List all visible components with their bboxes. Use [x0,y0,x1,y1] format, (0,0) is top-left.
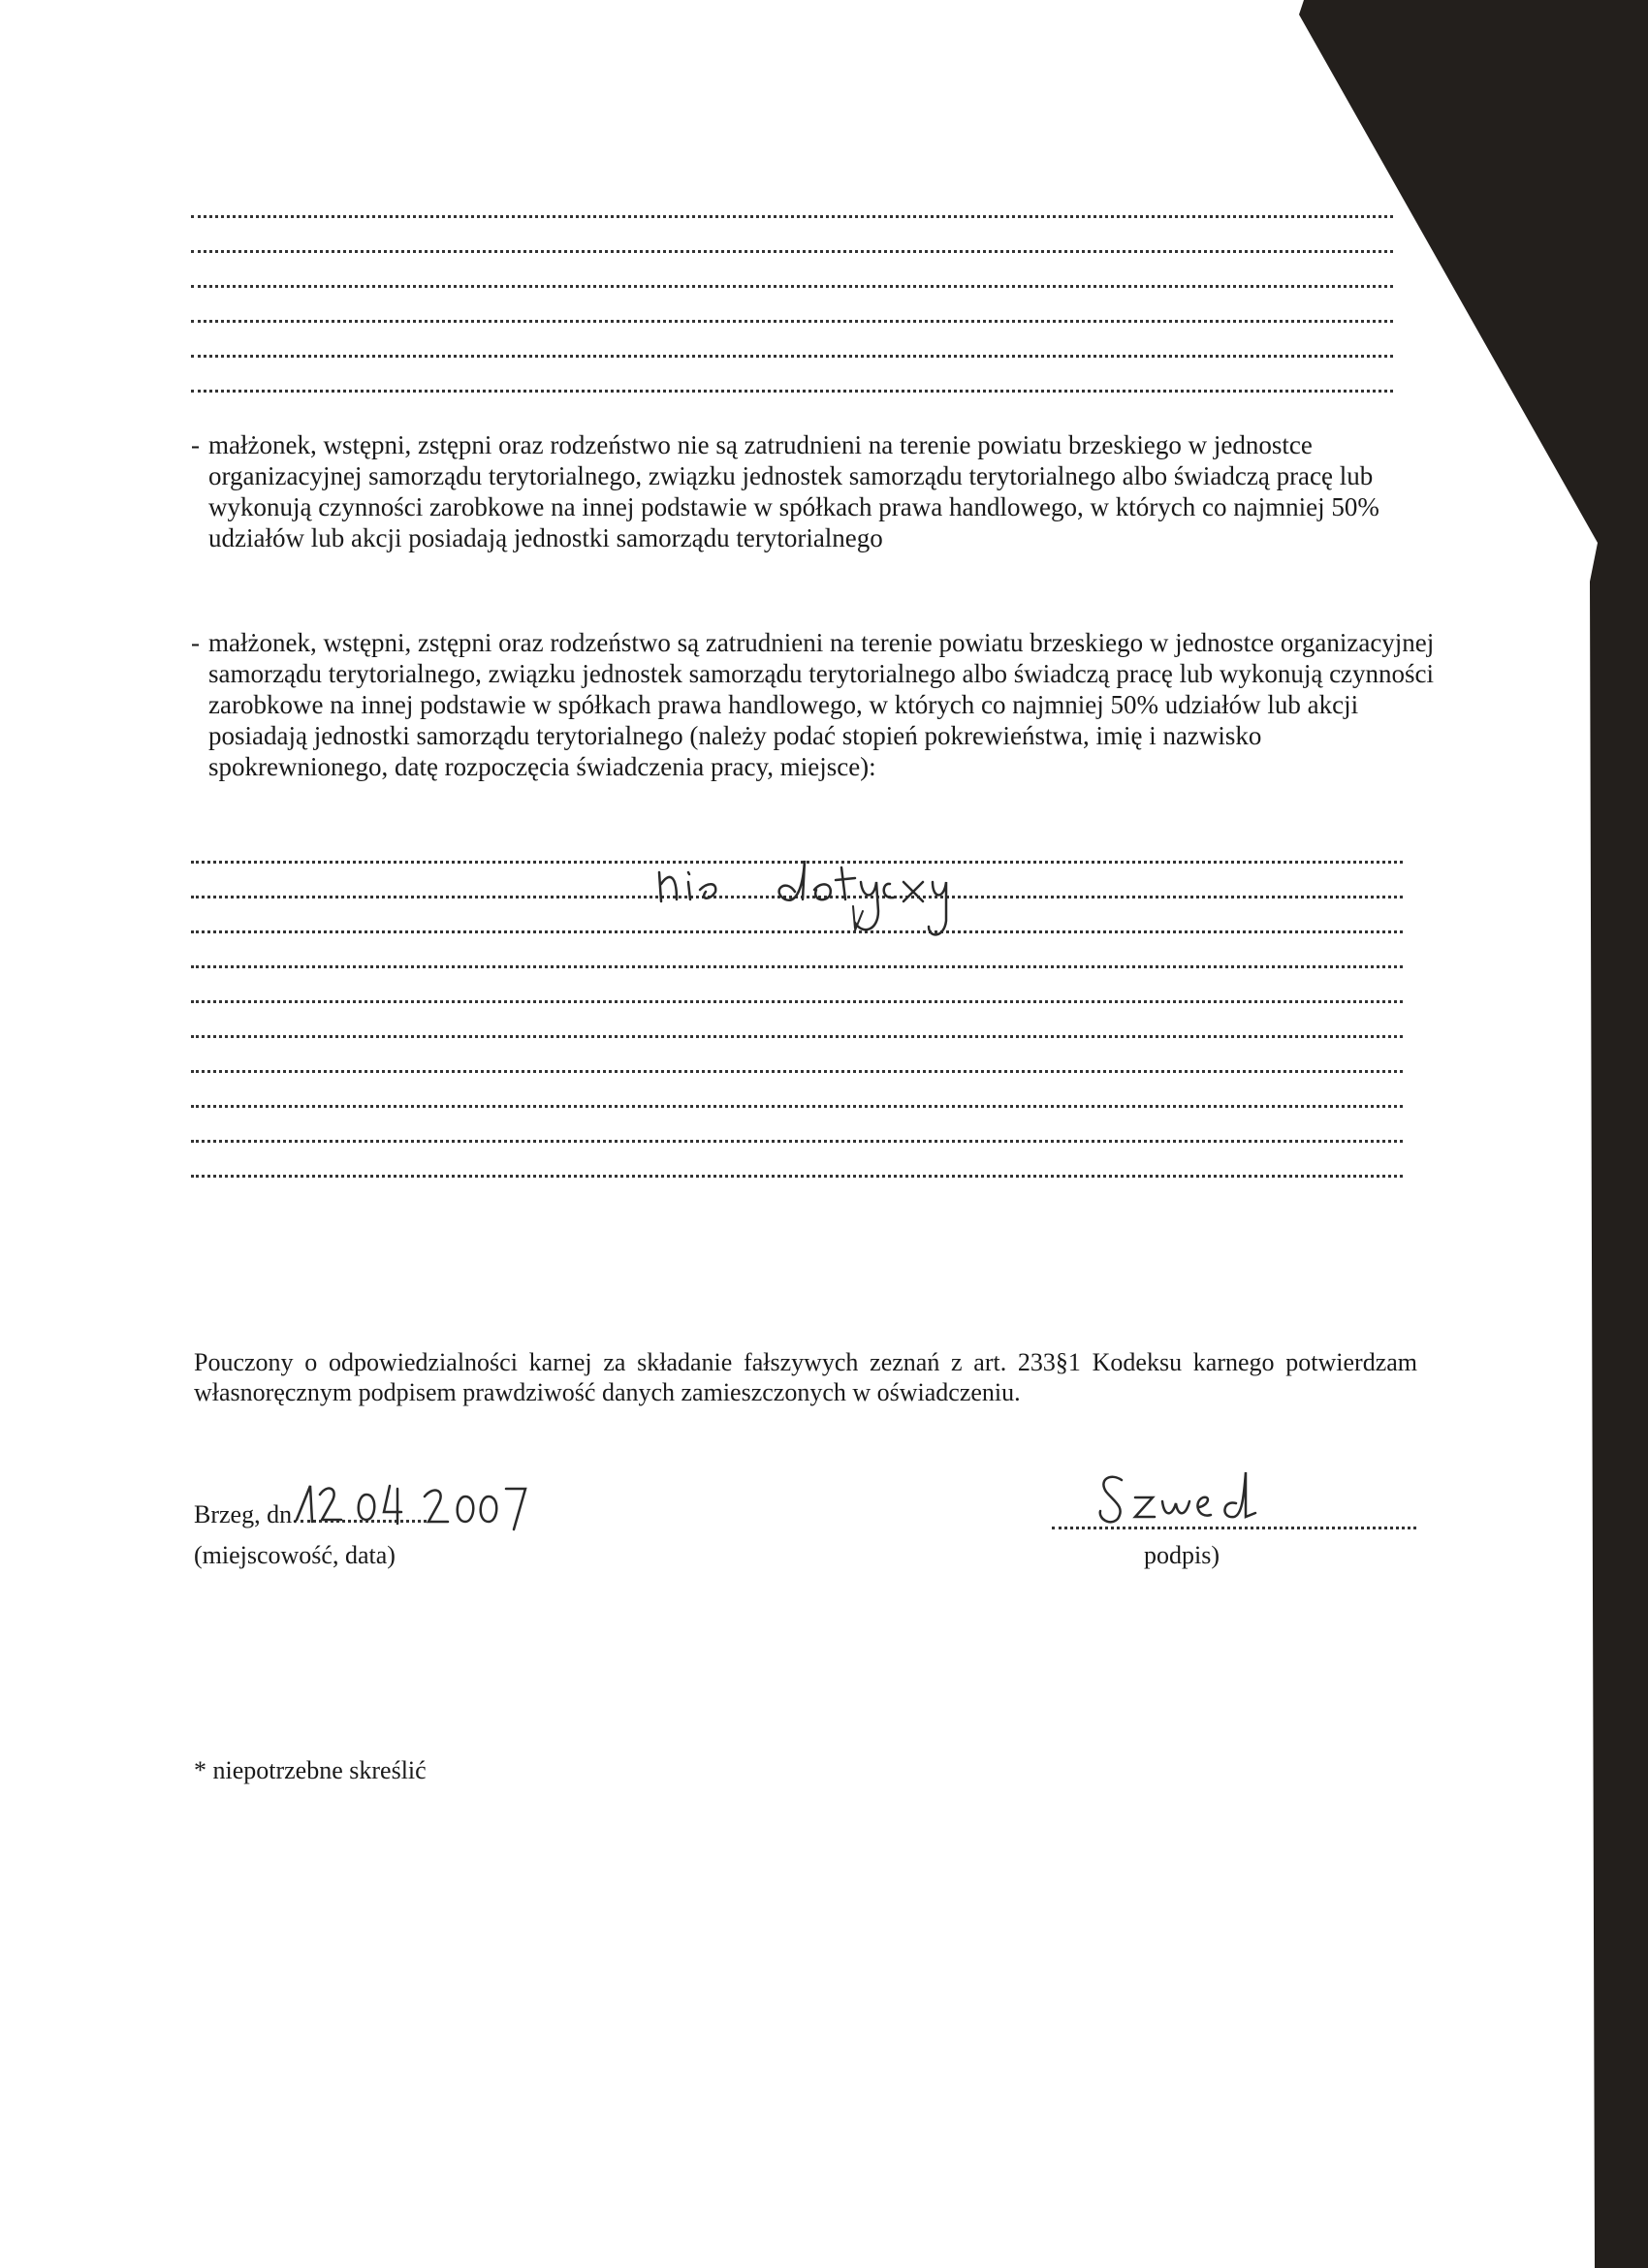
dotted-line [191,1084,1403,1108]
declaration-not-employed [191,429,1442,553]
dotted-line [191,194,1393,218]
dash-marker: - [191,628,200,657]
signature-caption: podpis) [1144,1541,1220,1569]
dotted-line [191,1049,1403,1073]
statement-text: Pouczony o odpowiedzialności karnej za składanie fałszywych zeznań z art. 233§1 Kodeksu karnego potwierdzam własnoręcznym podpisem prawdziwość danych zamieszczonych w oświadczeniu. [194,1348,1417,1406]
dash-marker: - [191,430,200,459]
place-label: Brzeg, dn. [194,1500,299,1528]
dotted-line [191,264,1393,288]
declaration-text: małżonek, wstępni, zstępni oraz rodzeństwo nie są zatrudnieni na terenie powiatu brzeskiego w jednostce organizacyjnej samorządu terytorialnego, związku jednostek samorządu terytorialnego albo świadczą pracę lub wykonują czynności zarobkowe na innej podstawie w spółkach prawa handlowego, w których co najmniej 50% udziałów lub akcji posiadają jednostki samorządu terytorialnego [208,430,1379,552]
dotted-line [191,229,1393,253]
dotted-line [191,368,1393,393]
declaration-text: małżonek, wstępni, zstępni oraz rodzeństwo są zatrudnieni na terenie powiatu brzeskiego w jednostce organizacyjnej samorządu terytorialnego, związku jednostek samorządu terytorialnego albo świadczą pracę lub wykonują czynności zarobkowe na innej podstawie w spółkach prawa handlowego, w których co najmniej 50% udziałów lub akcji posiadają jednostki samorządu terytorialnego (należy podać stopień pokrewieństwa, imię i nazwisko spokrewnionego, datę rozpoczęcia świadczenia pracy, miejsce): [208,628,1435,781]
footnote: * niepotrzebne skreślić [194,1756,427,1784]
dotted-line [191,979,1403,1003]
dotted-line [191,1014,1403,1038]
dotted-line [191,299,1393,323]
declaration-employed [191,627,1442,782]
dotted-line [191,333,1393,358]
handwritten-answer [650,853,969,945]
handwritten-date [289,1481,531,1539]
dotted-line [191,944,1403,968]
handwritten-signature [1091,1468,1284,1531]
dotted-line [191,1153,1403,1178]
dotted-line [191,1118,1403,1143]
place-date-caption: (miejscowość, data) [194,1541,396,1569]
